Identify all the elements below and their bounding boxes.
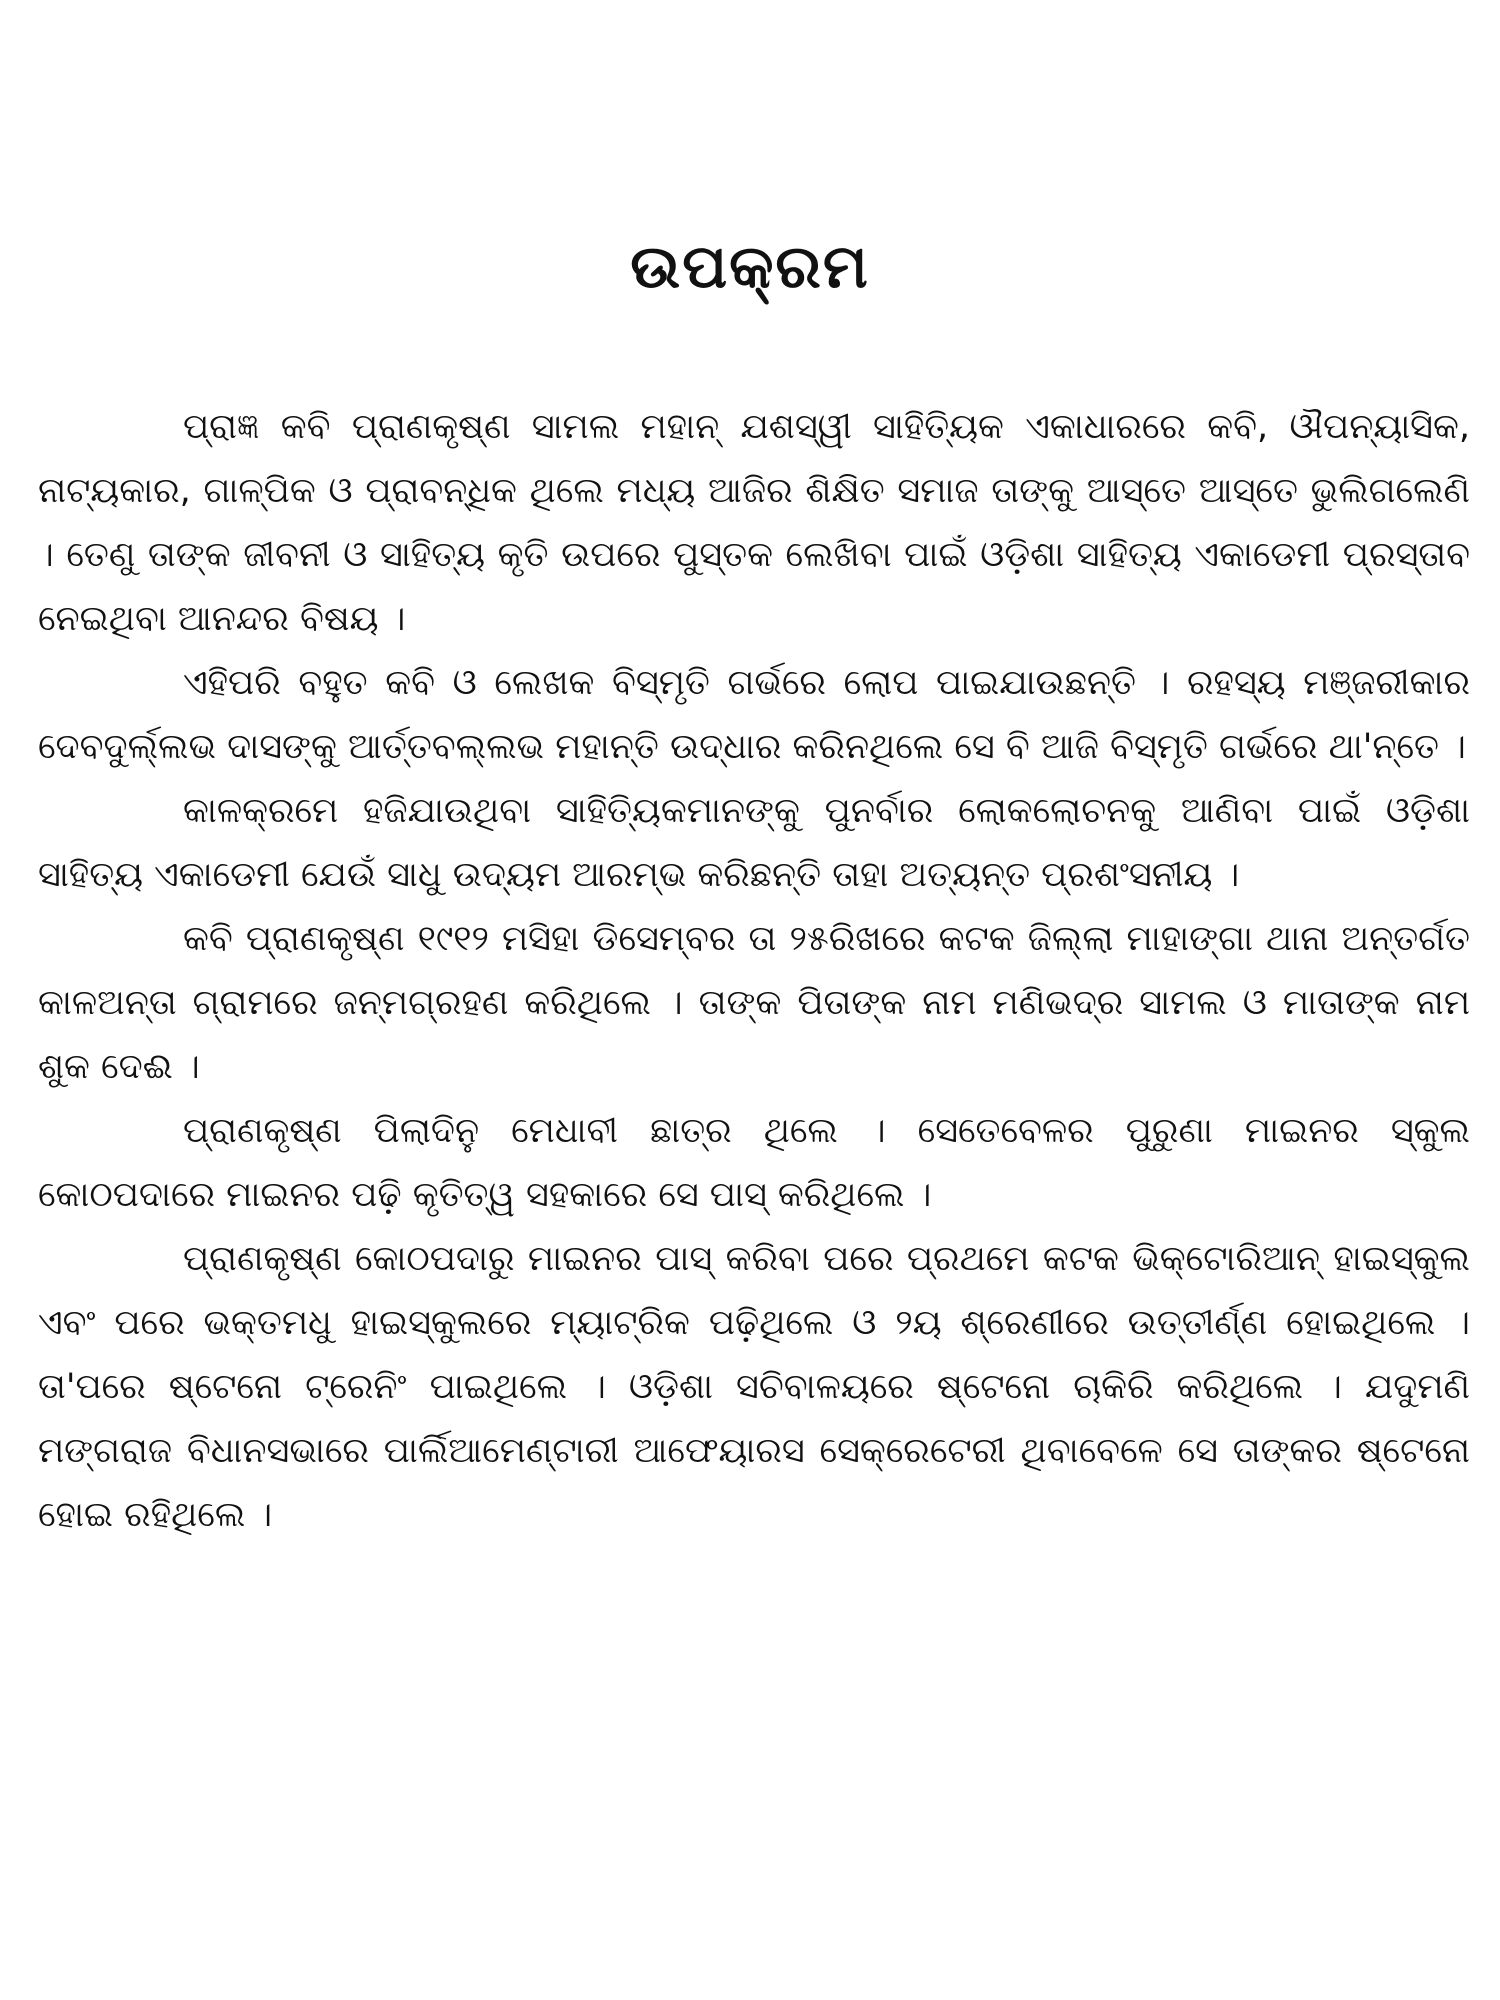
paragraph-5: ପ୍ରାଣକୃଷ୍ଣ ପିଲାଦିନୁ ମେଧାବୀ ଛାତ୍ର ଥିଲେ । ସେତେବେଳର ପୁରୁଣା ମାଇନର ସ୍କୁଲ କୋଠପଦାରେ ମାଇନର ପଢ଼ି କୃତିତ୍ୱ ସହକାରେ ସେ ପାସ୍ କରିଥିଲେ । (38, 1111, 1470, 1215)
paragraph-4: କବି ପ୍ରାଣକୃଷ୍ଣ ୧୯୧୨ ମସିହା ଡିସେମ୍ବର ତା ୨୫ରିଖରେ କଟକ ଜିଲ୍ଲା ମାହାଙ୍ଗା ଥାନା ଅନ୍ତର୍ଗତ କାଳଅନ୍ତା ଗ୍ରାମରେ ଜନ୍ମଗ୍ରହଣ କରିଥିଲେ । ତାଙ୍କ ପିତାଙ୍କ ନାମ ମଣିଭଦ୍ର ସାମଲ ଓ ମାତାଙ୍କ ନାମ ଶୁକ ଦେଈ । (38, 919, 1470, 1087)
body-text (38, 395, 1470, 1547)
page-title: ଉପକ୍ରମ (630, 232, 870, 302)
paragraph-3: କାଳକ୍ରମେ ହଜିଯାଉଥିବା ସାହିତ୍ୟିକମାନଙ୍କୁ ପୁନର୍ବାର ଲୋକଲୋଚନକୁ ଆଣିବା ପାଇଁ ଓଡ଼ିଶା ସାହିତ୍ୟ ଏକାଡେମୀ ଯେଉଁ ସାଧୁ ଉଦ୍ୟମ ଆରମ୍ଭ କରିଛନ୍ତି ତାହା ଅତ୍ୟନ୍ତ ପ୍ରଶଂସନୀୟ । (38, 791, 1470, 895)
paragraph-1: ପ୍ରାଜ୍ଞ କବି ପ୍ରାଣକୃଷ୍ଣ ସାମଲ ମହାନ୍ ଯଶସ୍ୱୀ ସାହିତ୍ୟିକ ଏକାଧାରରେ କବି, ଔପନ୍ୟାସିକ, ନାଟ୍ୟକାର, ଗାଳ୍ପିକ ଓ ପ୍ରାବନ୍ଧିକ ଥିଲେ ମଧ୍ୟ ଆଜିର ଶିକ୍ଷିତ ସମାଜ ତାଙ୍କୁ ଆସ୍ତେ ଆସ୍ତେ ଭୁଲିଗଲେଣି । ତେଣୁ ତାଙ୍କ ଜୀବନୀ ଓ ସାହିତ୍ୟ କୃତି ଉପରେ ପୁସ୍ତକ ଲେଖିବା ପାଇଁ ଓଡ଼ିଶା ସାହିତ୍ୟ ଏକାଡେମୀ ପ୍ରସ୍ତାବ ନେଇଥିବା ଆନନ୍ଦର ବିଷୟ । (38, 407, 1470, 639)
paragraph-2: ଏହିପରି ବହୁତ କବି ଓ ଲେଖକ ବିସ୍ମୃତି ଗର୍ଭରେ ଲୋପ ପାଇଯାଉଛନ୍ତି । ରହସ୍ୟ ମଞ୍ଜରୀକାର ଦେବଦୁର୍ଲ୍ଲଭ ଦାସଙ୍କୁ ଆର୍ତ୍ତବଲ୍ଲଭ ମହାନ୍ତି ଉଦ୍ଧାର କରିନଥିଲେ ସେ ବି ଆଜି ବିସ୍ମୃତି ଗର୍ଭରେ ଥା'ନ୍ତେ । (38, 663, 1470, 767)
paragraph-6: ପ୍ରାଣକୃଷ୍ଣ କୋଠପଦାରୁ ମାଇନର ପାସ୍ କରିବା ପରେ ପ୍ରଥମେ କଟକ ଭିକ୍ଟୋରିଆନ୍ ହାଇସ୍କୁଲ ଏବଂ ପରେ ଭକ୍ତମଧୁ ହାଇସ୍କୁଲରେ ମ୍ୟାଟ୍ରିକ ପଢ଼ିଥିଲେ ଓ ୨ୟ ଶ୍ରେଣୀରେ ଉତ୍ତୀର୍ଣ୍ଣ ହୋଇଥିଲେ । ତା'ପରେ ଷ୍ଟେନୋ ଟ୍ରେନିଂ ପାଇଥିଲେ । ଓଡ଼ିଶା ସଚିବାଳୟରେ ଷ୍ଟେନୋ ଚାକିରି କରିଥିଲେ । ଯଦୁମଣି ମଙ୍ଗରାଜ ବିଧାନସଭାରେ ପାର୍ଲିଆମେଣ୍ଟାରୀ ଆଫେୟାରସ ସେକ୍ରେଟେରୀ ଥିବାବେଳେ ସେ ତାଙ୍କର ଷ୍ଟେନୋ ହୋଇ ରହିଥିଲେ । (38, 1239, 1470, 1535)
